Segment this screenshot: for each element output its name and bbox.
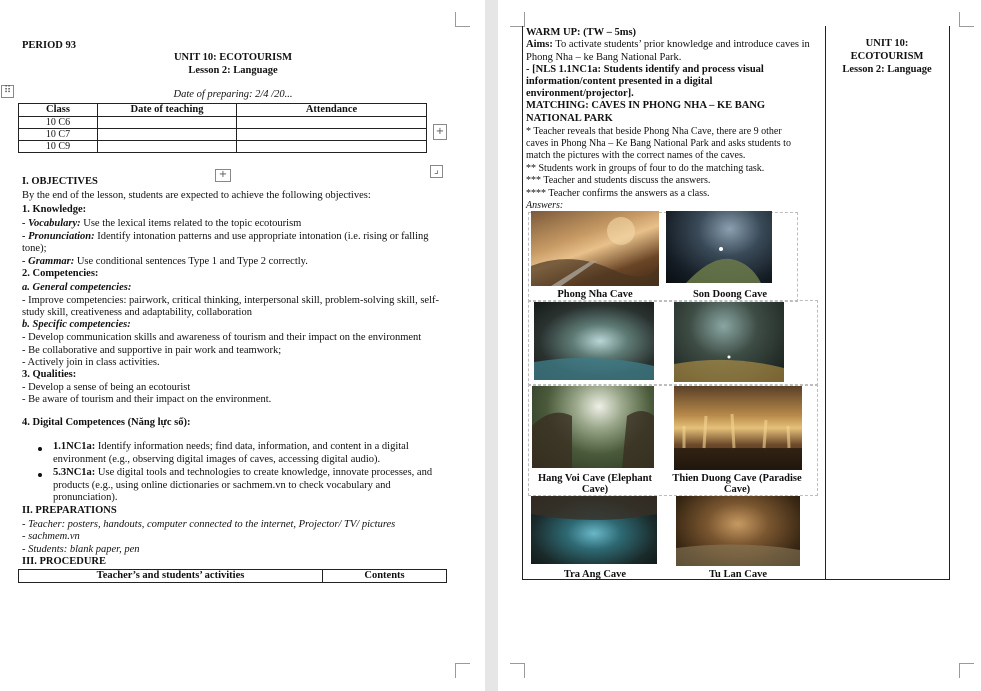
table-row xyxy=(19,129,427,141)
col-contents: Contents xyxy=(323,570,447,583)
phong-nha-cave-photo xyxy=(531,211,659,286)
tra-ang-cave-photo xyxy=(531,496,657,564)
procedure-table xyxy=(18,569,447,583)
knowledge-heading: 1. Knowledge: xyxy=(22,204,87,215)
col-class: Class xyxy=(19,104,98,117)
cave-photo-icon xyxy=(531,211,659,286)
add-column-icon[interactable]: + xyxy=(433,124,447,140)
digital-competence-item xyxy=(53,441,409,454)
answers-label: Answers: xyxy=(526,200,564,211)
tu-lan-cave-photo xyxy=(676,496,800,566)
add-row-icon[interactable]: + xyxy=(215,169,231,182)
digital-competence-item xyxy=(53,467,432,480)
class-cell: 10 C9 xyxy=(19,141,98,153)
cave-photo-icon xyxy=(531,496,657,564)
digital-competence-text-cont: products (e.g., using online dictionaries or sachmem.vn to check vocabulary and xyxy=(53,480,391,491)
cave-caption: Son Doong Cave xyxy=(692,289,768,300)
general-competencies-heading: a. General competencies: xyxy=(22,282,132,293)
cave-photo-icon xyxy=(674,302,784,382)
preparation-students: - Students: blank paper, pen xyxy=(22,544,140,555)
cave-caption: Phong Nha Cave xyxy=(557,289,633,300)
specific-competencies-heading: b. Specific competencies: xyxy=(22,319,131,330)
attendance-table xyxy=(18,103,427,153)
cave-photo xyxy=(674,302,784,382)
procedure-step: ** Students work in groups of four to do the matching task. xyxy=(526,163,765,174)
crop-mark xyxy=(510,663,525,678)
bullet-icon xyxy=(38,473,42,477)
nls-note: - [NLS 1.1NC1a: Students identify and process visual xyxy=(526,64,764,75)
warmup-heading: WARM UP: (TW – 5ms) xyxy=(526,27,637,38)
procedure-heading: III. PROCEDURE xyxy=(22,556,107,567)
crop-mark xyxy=(959,12,974,27)
lesson-title: Lesson 2: Language xyxy=(188,65,278,76)
crop-mark xyxy=(455,12,470,27)
thien-duong-cave-photo xyxy=(674,386,802,470)
procedure-step: **** Teacher confirms the answers as a class. xyxy=(526,188,710,199)
matching-heading: MATCHING: CAVES IN PHONG NHA – KE BANG xyxy=(526,100,766,111)
qualities-heading: 3. Qualities: xyxy=(22,369,77,380)
document-page-left xyxy=(0,0,485,691)
table-move-handle-icon[interactable]: ⠿ xyxy=(1,85,14,98)
table-resize-handle-icon[interactable]: ⌟ xyxy=(430,165,443,178)
pronunciation-line xyxy=(22,231,429,244)
quality-item: - Develop a sense of being an ecotourist xyxy=(22,382,191,393)
class-cell: 10 C6 xyxy=(19,117,98,129)
grammar-line xyxy=(22,256,308,269)
cave-photo-icon xyxy=(532,386,654,468)
col-date: Date of teaching xyxy=(98,104,237,117)
cave-photo-icon xyxy=(676,496,800,566)
pronunciation-text: Identify intonation patterns and use appropriate intonation (i.e. rising or falling xyxy=(94,231,429,242)
side-unit-name: ECOTOURISM xyxy=(850,51,924,62)
digital-competence-text: Use digital tools and technologies to create knowledge, innovate processes, and xyxy=(95,467,433,478)
hang-voi-cave-photo xyxy=(532,386,654,468)
digital-competence-code: 1.1NC1a: xyxy=(53,441,96,452)
general-competencies-text-cont: study skill, creativeness and adaptability, collaboration xyxy=(22,307,252,318)
table-column-divider xyxy=(825,26,826,579)
procedure-step: * Teacher reveals that beside Phong Nha Cave, there are 9 other xyxy=(526,126,782,137)
grammar-text: Use conditional sentences Type 1 and Type 2 correctly. xyxy=(74,256,308,267)
aims-text-cont: Phong Nha – ke Bang National Park. xyxy=(526,52,682,63)
specific-competency-item: - Actively join in class activities. xyxy=(22,357,160,368)
document-page-right xyxy=(498,0,981,691)
cave-caption: Tra Ang Cave xyxy=(563,569,627,580)
procedure-step-cont: match the pictures with the correct names of the caves. xyxy=(526,150,746,161)
matching-heading-cont: NATIONAL PARK xyxy=(526,113,613,124)
specific-competency-item: - Be collaborative and supportive in pair work and teamwork; xyxy=(22,345,282,356)
cave-caption: Tu Lan Cave xyxy=(709,569,767,580)
nls-note-cont: information/content presented in a digital xyxy=(526,76,713,87)
class-cell: 10 C7 xyxy=(19,129,98,141)
aims-line xyxy=(526,39,810,52)
table-row xyxy=(19,117,427,129)
procedure-step-cont: caves in Phong Nha – Ke Bang National Park and asks students to xyxy=(526,138,791,149)
cave-photo xyxy=(534,302,654,380)
nls-note-cont: environment/projector]. xyxy=(526,88,634,99)
unit-title: UNIT 10: ECOTOURISM xyxy=(173,52,293,63)
vocabulary-label: - Vocabulary: xyxy=(22,218,81,229)
son-doong-cave-photo xyxy=(666,211,772,283)
crop-mark xyxy=(455,663,470,678)
general-competencies-text: - Improve competencies: pairwork, critical thinking, interpersonal skill, problem-solving skill, self- xyxy=(22,295,439,306)
digital-competence-text: Identify information needs; find data, information, and content in a digital xyxy=(95,441,409,452)
grammar-label: - Grammar: xyxy=(22,256,75,267)
cave-caption: Thien Duong Cave (Paradise Cave) xyxy=(672,473,802,495)
col-activities: Teacher’s and students’ activities xyxy=(19,570,323,583)
period-label: PERIOD 93 xyxy=(22,40,76,51)
objectives-heading: I. OBJECTIVES xyxy=(22,176,98,187)
aims-text: To activate students’ prior knowledge and introduce caves in xyxy=(552,39,810,50)
quality-item: - Be aware of tourism and their impact on the environment. xyxy=(22,394,272,405)
cave-photo-icon xyxy=(534,302,654,380)
specific-competency-item: - Develop communication skills and awareness of tourism and their impact on the environment xyxy=(22,332,422,343)
vocabulary-line xyxy=(22,218,301,231)
bullet-icon xyxy=(38,447,42,451)
crop-mark xyxy=(510,12,525,27)
digital-competence-text-cont: pronunciation). xyxy=(53,492,118,503)
procedure-step: *** Teacher and students discuss the answers. xyxy=(526,175,711,186)
cave-photo-icon xyxy=(674,386,802,470)
objectives-intro: By the end of the lesson, students are expected to achieve the following objectives: xyxy=(22,190,371,201)
crop-mark xyxy=(959,663,974,678)
preparation-sachmem: - sachmem.vn xyxy=(22,531,80,542)
side-unit-title: UNIT 10: xyxy=(865,38,909,49)
digital-competences-heading: 4. Digital Competences (Năng lực số): xyxy=(22,417,191,428)
date-of-preparing: Date of preparing: 2/4 /20... xyxy=(173,89,293,100)
aims-label: Aims: xyxy=(526,39,553,50)
col-attendance: Attendance xyxy=(237,104,427,117)
preparations-heading: II. PREPARATIONS xyxy=(22,505,117,516)
digital-competence-text-cont: environment (e.g., observing digital images of caves, accessing digital audio). xyxy=(53,454,381,465)
table-row xyxy=(19,141,427,153)
preparation-teacher: - Teacher: posters, handouts, computer connected to the internet, Projector/ TV/ pictures xyxy=(22,519,396,530)
pronunciation-label: - Pronunciation: xyxy=(22,231,95,242)
cave-caption: Hang Voi Cave (Elephant Cave) xyxy=(537,473,653,495)
pronunciation-text-cont: tone); xyxy=(22,243,47,254)
cave-photo-icon xyxy=(666,211,772,283)
vocabulary-text: Use the lexical items related to the topic ecotourism xyxy=(80,218,302,229)
competencies-heading: 2. Competencies: xyxy=(22,268,99,279)
digital-competence-code: 5.3NC1a: xyxy=(53,467,96,478)
side-lesson-title: Lesson 2: Language xyxy=(842,64,932,75)
